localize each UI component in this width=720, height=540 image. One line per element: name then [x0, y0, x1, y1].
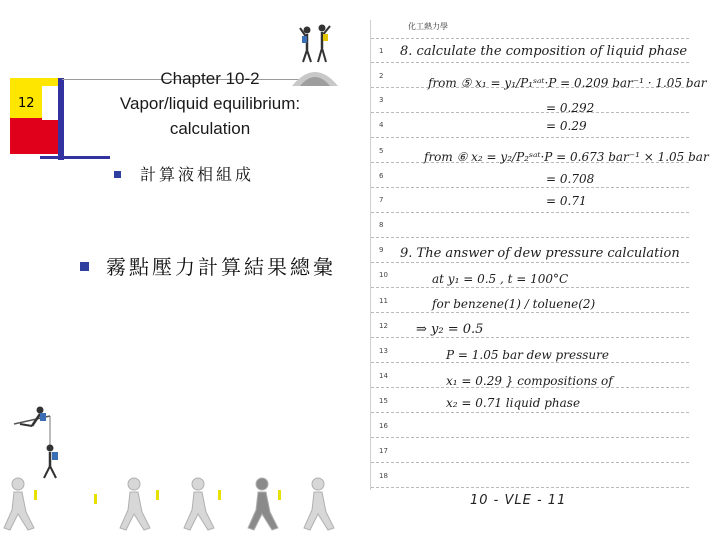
bullet-marker-2 [80, 262, 89, 271]
notebook-header: 化工熱力學 [408, 22, 448, 31]
mountain-top-figures-icon [290, 18, 340, 88]
line-number: 7 [379, 196, 384, 204]
handwriting-line: P = 1.05 bar dew pressure [446, 348, 609, 362]
line-number: 15 [379, 397, 388, 405]
handwriting-line: = 0.708 [546, 172, 595, 186]
title-deco-white [42, 86, 68, 120]
ruled-line [371, 112, 689, 114]
line-number: 13 [379, 347, 388, 355]
line-number: 8 [379, 221, 384, 229]
bullet-marker-1 [114, 171, 121, 178]
handwriting-line: from ⑤ x₁ = y₁/P₁ˢᵃᵗ·P = 0.209 bar⁻¹ · 1.05 bar [428, 76, 707, 90]
title-deco-red [10, 118, 60, 154]
line-number: 3 [379, 96, 384, 104]
ruled-line [371, 38, 689, 40]
line-number: 4 [379, 121, 384, 129]
title-deco-blue-bar [58, 78, 64, 160]
title-line-2: Vapor/liquid equilibrium: [119, 94, 301, 113]
ruled-line [371, 462, 689, 464]
ruled-line [371, 337, 689, 339]
ruled-line [371, 262, 689, 264]
line-number: 17 [379, 447, 388, 455]
title-deco-blue-line [40, 156, 110, 159]
ruled-line [371, 187, 689, 189]
handwriting-line: x₁ = 0.29 } compositions of [446, 374, 613, 388]
handwriting-line: = 0.71 [546, 194, 587, 208]
line-number: 10 [379, 271, 388, 279]
handwriting-line: at y₁ = 0.5 , t = 100°C [432, 272, 569, 286]
handwriting-line: 9. The answer of dew pressure calculation [400, 246, 680, 261]
ruled-line [371, 412, 689, 414]
ruled-line [371, 212, 689, 214]
handwriting-line: 8. calculate the composition of liquid phase [400, 44, 688, 59]
title-line-1: Chapter 10-2 [160, 69, 260, 88]
climber-figure-icon [10, 400, 70, 480]
line-number: 16 [379, 422, 388, 430]
line-number: 12 [379, 322, 388, 330]
ruled-line [371, 362, 689, 364]
line-number: 18 [379, 472, 388, 480]
handwriting-line: ⇒ y₂ = 0.5 [416, 322, 484, 337]
line-number: 6 [379, 172, 384, 180]
line-number: 9 [379, 246, 384, 254]
ruled-line [371, 312, 689, 314]
notebook-footer: 10 - VLE - 11 [470, 493, 567, 508]
ruled-line [371, 62, 689, 64]
bullet-text-2: 霧點壓力計算結果總彙 [106, 255, 336, 279]
bullet-text-1: 計算液相組成 [140, 165, 255, 184]
ruled-line [371, 287, 689, 289]
line-number: 1 [379, 47, 384, 55]
running-figures-icon [0, 470, 355, 540]
line-number: 14 [379, 372, 388, 380]
title-line-3: calculation [169, 119, 251, 138]
line-number: 11 [379, 297, 388, 305]
handwriting-line: for benzene(1) / toluene(2) [432, 297, 596, 311]
ruled-line [371, 437, 689, 439]
ruled-line [371, 137, 689, 139]
handwriting-line: x₂ = 0.71 liquid phase [446, 396, 581, 410]
ruled-line [371, 487, 689, 489]
handwriting-line: from ⑥ x₂ = y₂/P₂ˢᵃᵗ·P = 0.673 bar⁻¹ × 1.05 bar [424, 150, 709, 164]
handwriting-line: = 0.292 [546, 101, 595, 115]
line-number: 2 [379, 72, 384, 80]
line-number: 5 [379, 147, 384, 155]
slide-number: 12 [18, 96, 35, 111]
ruled-line [371, 237, 689, 239]
handwriting-line: = 0.29 [546, 119, 587, 133]
